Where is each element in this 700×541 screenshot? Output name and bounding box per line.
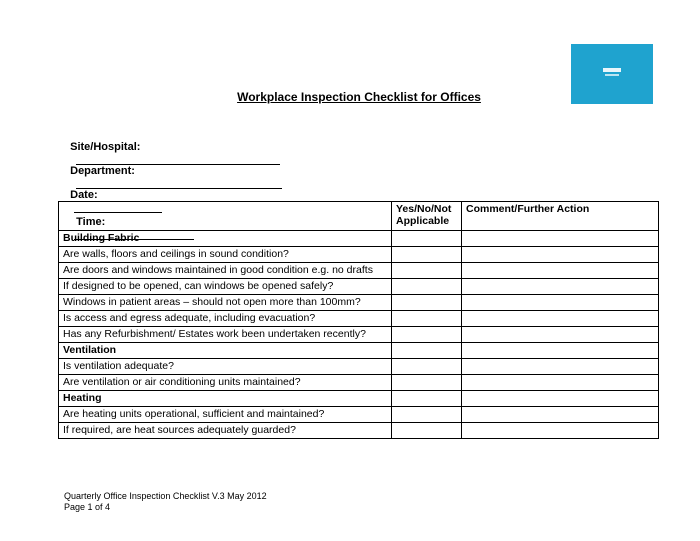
comment-cell[interactable] (462, 231, 659, 247)
checklist-question: Are ventilation or air conditioning units maintained? (59, 375, 392, 391)
comment-cell[interactable] (462, 375, 659, 391)
table-row (59, 423, 659, 439)
comment-cell[interactable] (462, 407, 659, 423)
comment-cell[interactable] (462, 263, 659, 279)
status-cell[interactable] (392, 391, 462, 407)
comment-cell[interactable] (462, 423, 659, 439)
comment-cell[interactable] (462, 327, 659, 343)
table-row (59, 247, 659, 263)
comment-cell[interactable] (462, 247, 659, 263)
status-cell[interactable] (392, 375, 462, 391)
section-row (59, 391, 659, 407)
comment-cell[interactable] (462, 295, 659, 311)
department-label: Department: (70, 165, 135, 177)
table-header-row (59, 202, 659, 231)
site-label: Site/Hospital: (70, 141, 141, 153)
status-cell[interactable] (392, 279, 462, 295)
status-cell[interactable] (392, 359, 462, 375)
footer-page-number: Page 1 of 4 (64, 502, 111, 512)
section-row (59, 343, 659, 359)
checklist-question: Are walls, floors and ceilings in sound condition? (59, 247, 392, 263)
status-cell[interactable] (392, 247, 462, 263)
header-cell-status: Yes/No/Not Applicable (392, 202, 462, 231)
status-cell[interactable] (392, 263, 462, 279)
page-title: Workplace Inspection Checklist for Offices (237, 90, 481, 104)
checklist-question: Are doors and windows maintained in good condition e.g. no drafts (59, 263, 392, 279)
status-cell[interactable] (392, 231, 462, 247)
status-cell[interactable] (392, 327, 462, 343)
header-cell-comment: Comment/Further Action (462, 202, 659, 231)
status-cell[interactable] (392, 407, 462, 423)
section-row (59, 231, 659, 247)
table-row (59, 279, 659, 295)
table-row (59, 327, 659, 343)
checklist-question: Is ventilation adequate? (59, 359, 392, 375)
logo-mark-icon (601, 66, 623, 80)
status-cell[interactable] (392, 311, 462, 327)
comment-cell[interactable] (462, 343, 659, 359)
inspection-table (58, 201, 659, 439)
section-heading: Building Fabric (59, 231, 392, 247)
table-row (59, 311, 659, 327)
section-heading: Heating (59, 391, 392, 407)
checklist-question: Are heating units operational, sufficient and maintained? (59, 407, 392, 423)
checklist-question: If designed to be opened, can windows be opened safely? (59, 279, 392, 295)
comment-cell[interactable] (462, 391, 659, 407)
table-row (59, 263, 659, 279)
table-row (59, 407, 659, 423)
checklist-question: Is access and egress adequate, including evacuation? (59, 311, 392, 327)
footer-document-title: Quarterly Office Inspection Checklist V.3 May 2012 (64, 491, 267, 501)
page-footer (64, 491, 267, 513)
comment-cell[interactable] (462, 311, 659, 327)
checklist-question: If required, are heat sources adequately guarded? (59, 423, 392, 439)
comment-cell[interactable] (462, 359, 659, 375)
header-cell-item (59, 202, 392, 231)
status-cell[interactable] (392, 343, 462, 359)
table-row (59, 359, 659, 375)
table-row (59, 375, 659, 391)
comment-cell[interactable] (462, 279, 659, 295)
date-label: Date: (70, 189, 98, 201)
status-cell[interactable] (392, 295, 462, 311)
status-cell[interactable] (392, 423, 462, 439)
checklist-question: Has any Refurbishment/ Estates work been undertaken recently? (59, 327, 392, 343)
checklist-question: Windows in patient areas – should not open more than 100mm? (59, 295, 392, 311)
table-row (59, 295, 659, 311)
section-heading: Ventilation (59, 343, 392, 359)
time-label: Time: (76, 216, 106, 228)
